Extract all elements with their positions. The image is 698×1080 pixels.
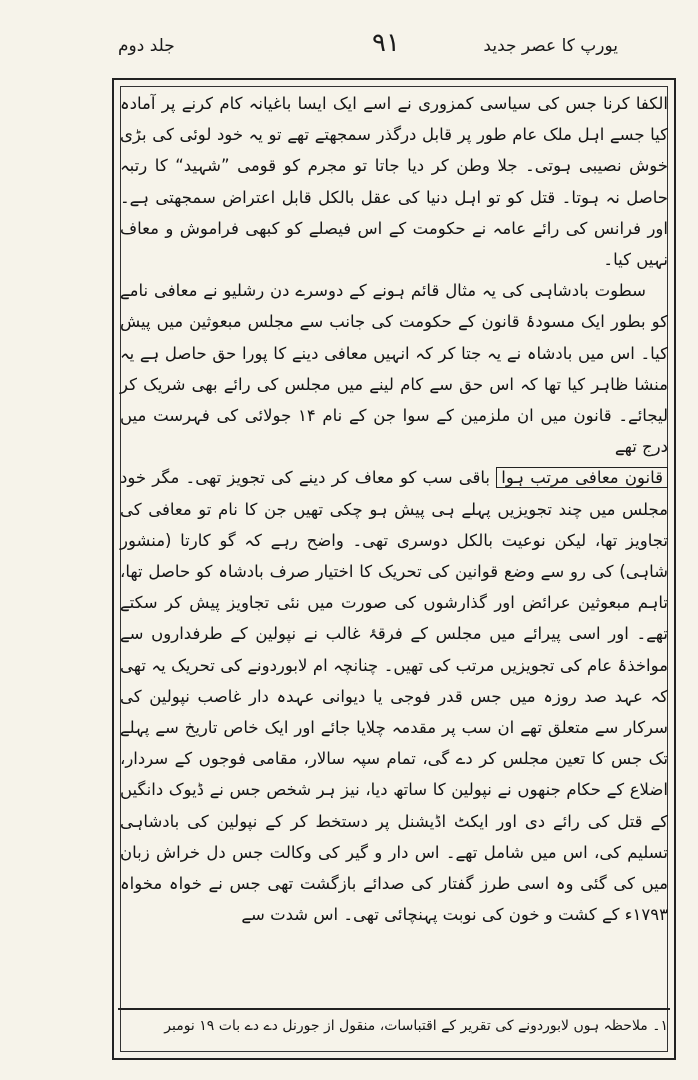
footnote-divider (118, 1008, 670, 1010)
book-title: یورپ کا عصر جدید (483, 36, 618, 56)
page-number: ۹۱ (372, 28, 400, 58)
paragraph-3-container (120, 462, 668, 930)
page-header (0, 22, 698, 70)
volume-label: جلد دوم (118, 36, 175, 56)
paragraph-1: الکفا کرنا جس کی سیاسی کمزوری نے اسے ایک ایسا باغیانہ کام کرنے پر آمادہ کیا جسے اہل ملک عام طور پر قابل درگذر سمجھتے تھے تو یہ خود لوئی کی بڑی خوش نصیبی ہوتی۔ جلا وطن کر دیا جاتا تو مجرم کو قومی ”شہید“ کا رتبہ حاصل نہ ہوتا۔ قتل کو تو اہل دنیا کی عقل بالکل قابل اعتراض سمجھتی ہے۔ اور فرانس کی رائے عامہ نے حکومت کے اس فیصلے کو کبھی فراموش و معاف نہیں کیا۔ (120, 94, 668, 270)
paragraph-2: سطوت بادشاہی کی یہ مثال قائم ہونے کے دوسرے دن رشلیو نے معافی نامے کو بطور ایک مسودۂ قانون کے حکومت کی جانب سے مجلس مبعوثین میں پیش کیا۔ اس میں بادشاہ نے یہ جتا کر کہ انہیں معافی دینے کا پورا حق حاصل ہے یہ منشا ظاہر کیا تھا کہ اس حق سے کام لینے میں مجلس کی رائے بھی شریک کر لیجائے۔ قانون میں ان ملزمین کے سوا جن کے نام ۱۴ جولائی کی فہرست میں درج تھے (120, 281, 668, 457)
marginal-heading: قانون معافی مرتب ہوا (496, 467, 668, 488)
paragraph-3: باقی سب کو معاف کر دینے کی تجویز تھی۔ مگر خود مجلس میں چند تجویزیں پہلے ہی پیش ہو چکی تھیں جن کا نام تو معافی کی تجاویز تھا، لیکن نوعیت بالکل دوسری تھی۔ واضح رہے کہ گو کارتا (منشور شاہی) کی رو سے وضع قوانین کی تحریک کا اختیار صرف بادشاہ کو حاصل تھا، تاہم مبعوثین عرائض اور گذارشوں کی صورت میں نئی تجاویز پیش کر سکتے تھے۔ اور اسی پیرائے میں مجلس کے فرقۂ غالب نے نپولین کے طرفداروں سے مواخذۂ عام کی تجویزیں مرتب کی تھیں۔ چنانچہ ام لابوردونے کی تحریک یہ تھی کہ عہد صد روزہ میں جس قدر فوجی یا دیوانی عہدہ دار غاصب نپولین کی سرکار سے متعلق تھے ان سب پر مقدمہ چلایا جائے اور ایک خاص تاریخ سے پہلے تک جس کا تعین مجلس کر دے گی، تمام سپہ سالار، مقامی فوجوں کے سردار، اضلاع کے حکام جنھوں نے نپولین کا ساتھ دیا، نیز ہر شخص جس نے ڈیوک دانگیں کے قتل کی رائے دی اور ایکٹ اڈیشنل پر دستخط کر کے نپولین کی بادشاہی تسلیم کی، اس میں شامل تھے۔ اس دار و گیر کی وکالت جس دل خراش زبان میں کی گئی وہ اسی طرز گفتار کی صدائے بازگشت تھی جس نے خواہ مخواہ ۱۷۹۳ء کے کشت و خون کی نوبت پہنچائی تھی۔ اس شدت سے (120, 468, 668, 925)
footnote: ۱۔ ملاحظہ ہوں لابوردونے کی تقریر کے اقتباسات، منقول از جورنل دے دے بات ۱۹ نومبر (164, 1018, 668, 1034)
body-text (120, 88, 668, 1003)
